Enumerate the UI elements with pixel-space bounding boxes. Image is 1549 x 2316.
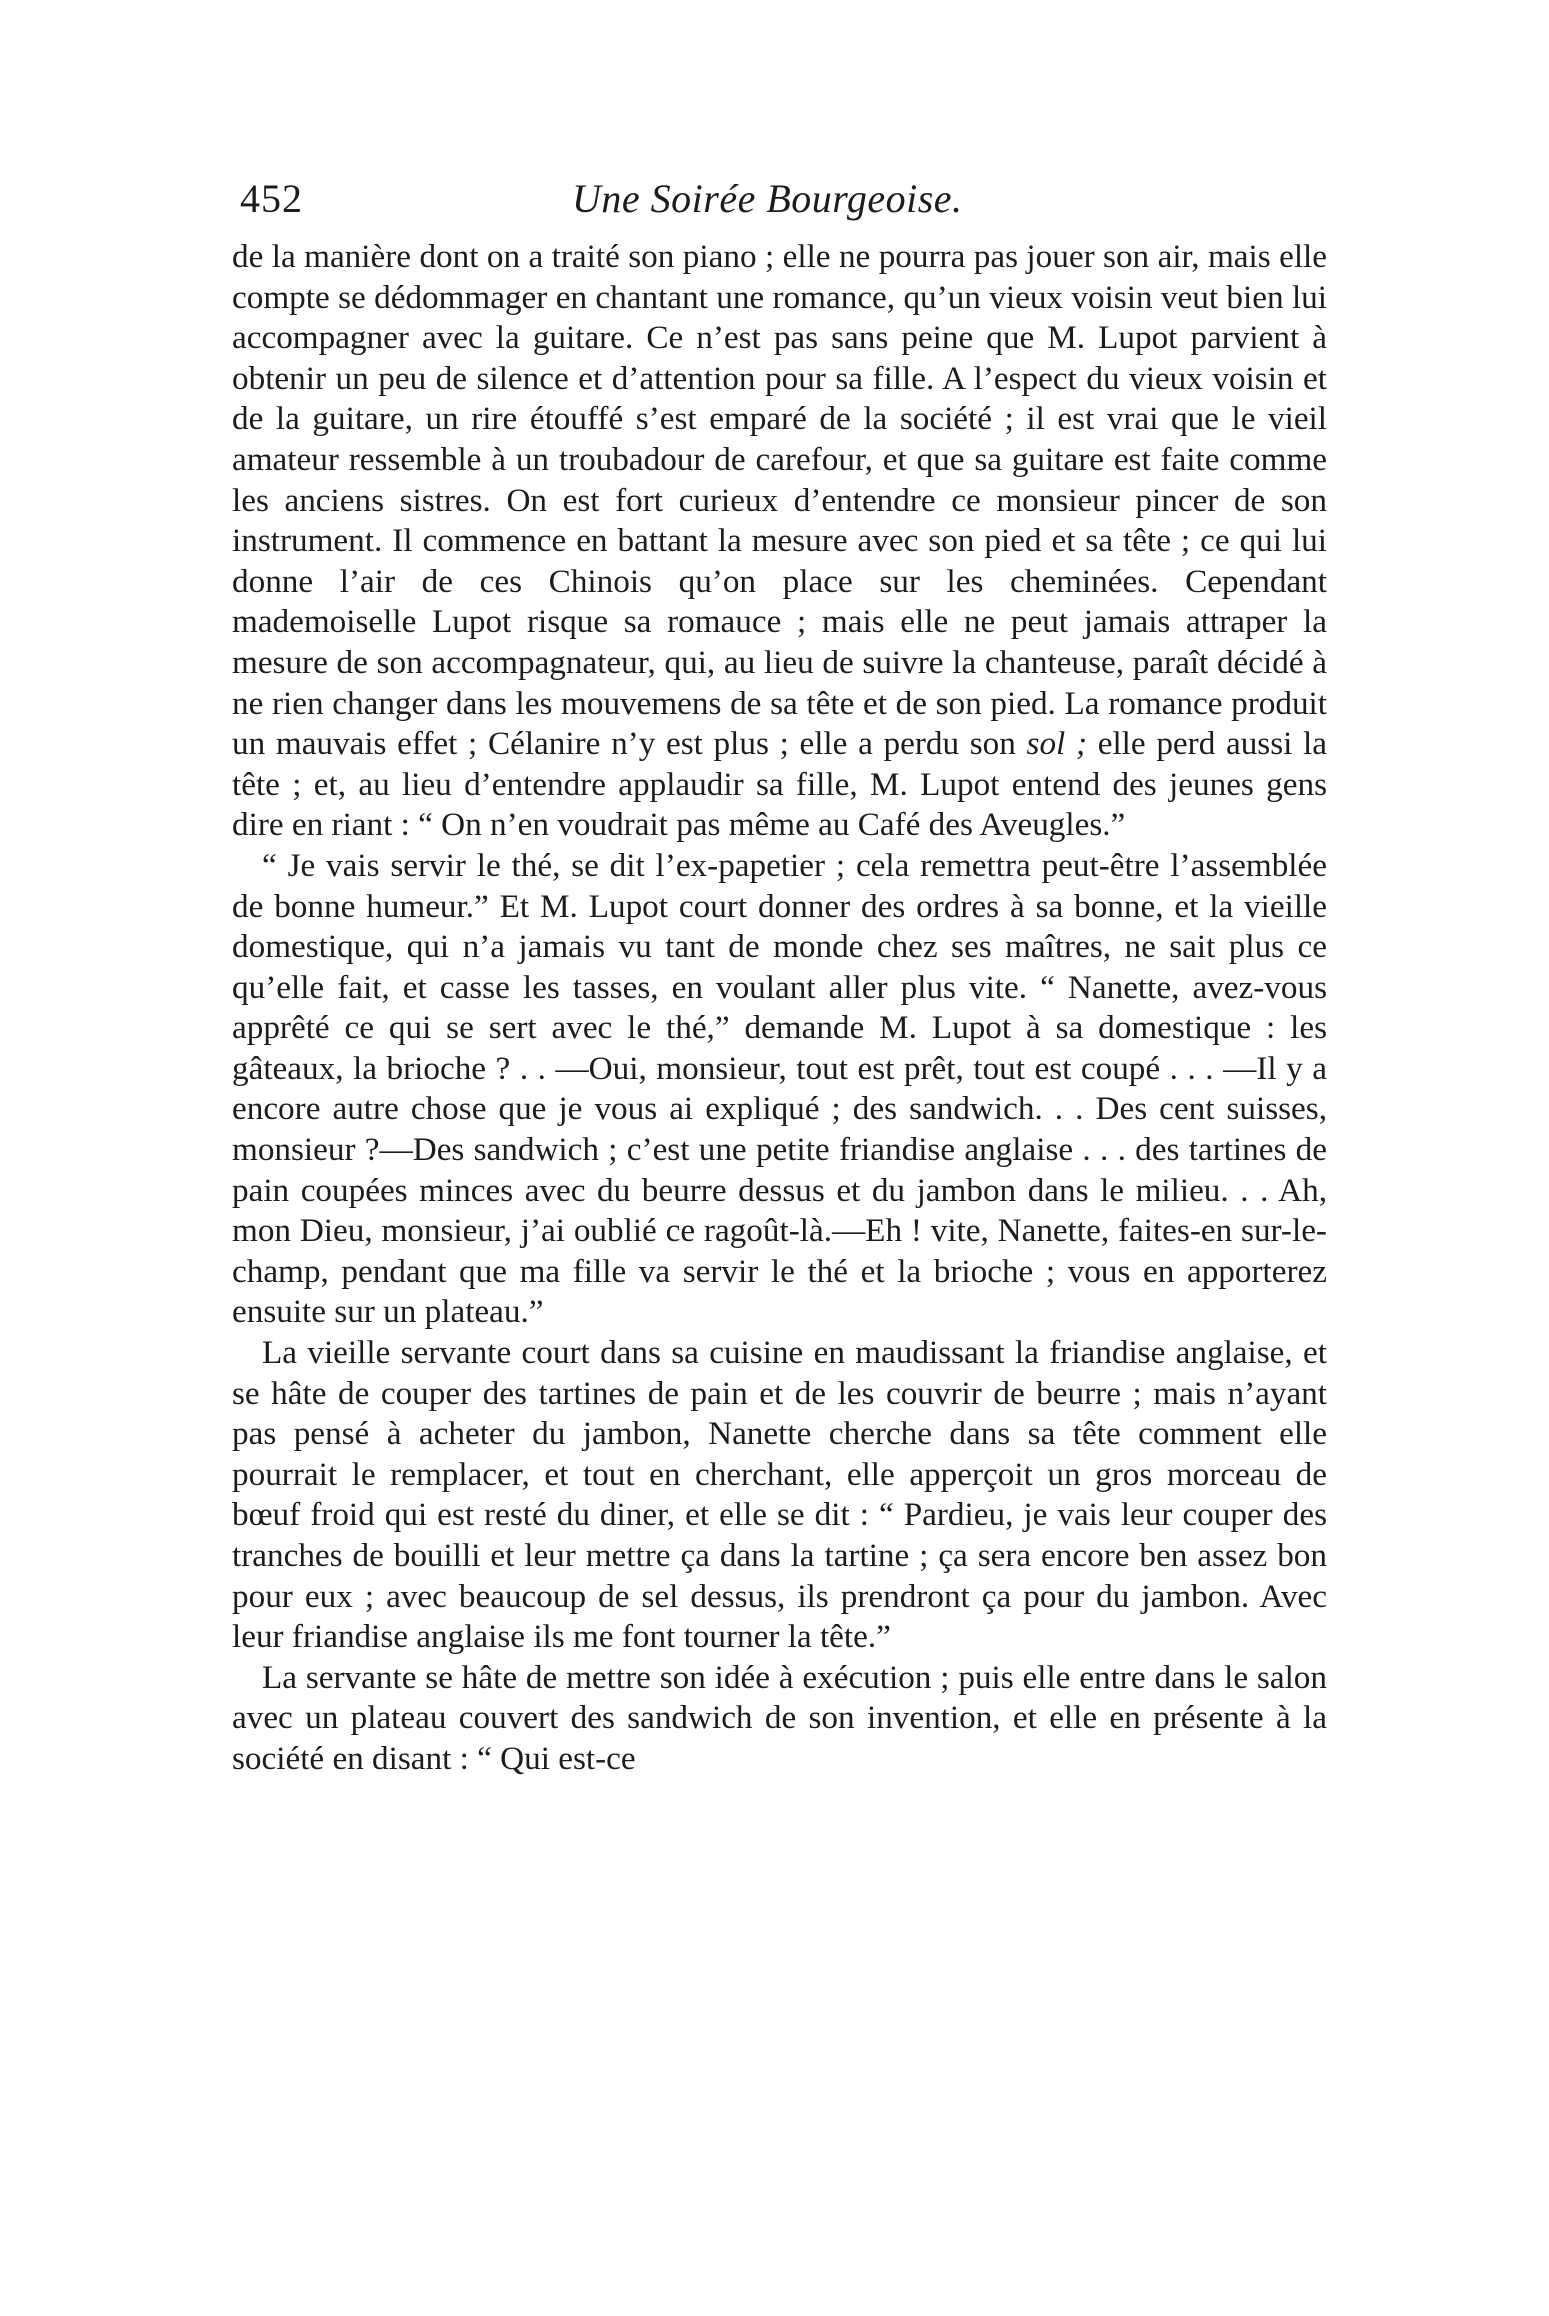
page-number: 452: [240, 176, 303, 221]
body-text: [232, 237, 1327, 1780]
paragraph-text: de la manière dont on a traité son piano ; elle ne pourra pas jouer son air, mais elle compte se dédommager en chantant une romance, qu’un vieux voisin veut bien lui accompagner avec la guitare. Ce n’est pas sans peine que M. Lupot parvient à obtenir un peu de silence et d’attention pour sa fille. A l’espect du vieux voisin et de la guitare, un rire étouffé s’est emparé de la société ; il est vrai que le vieil amateur ressemble à un troubadour de carefour, et que sa guitare est faite comme les anciens sistres. On est fort curieux d’entendre ce monsieur pincer de son instrument. Il commence en battant la mesure avec son pied et sa tête ; ce qui lui donne l’air de ces Chinois qu’on place sur les cheminées. Cependant mademoiselle Lupot risque sa romauce ; mais elle ne peut jamais attraper la mesure de son accompagnateur, qui, au lieu de suivre la chanteuse, paraît décidé à ne rien changer dans les mouvemens de sa tête et de son pied. La romance produit un mauvais effet ; Célanire n’y est plus ; elle a perdu son: [232, 238, 1327, 763]
paragraph-text: elle perd aussi la tête ; et, au lieu d’entendre applaudir sa fille, M. Lupot entend des jeunes gens dire en riant : “ On n’en voudrait pas même au Café des Aveugles.”: [232, 725, 1327, 844]
paragraph: La servante se hâte de mettre son idée à exécution ; puis elle entre dans le salon avec un plateau couvert des sandwich de son invention, et elle en présente à la société en disant : “ Qui est-ce: [232, 1658, 1327, 1777]
book-page: [232, 175, 1327, 1780]
running-header: [232, 175, 1327, 237]
running-title: Une Soirée Bourgeoise.: [572, 176, 963, 221]
paragraph: La vieille servante court dans sa cuisine en maudissant la friandise anglaise, et se hâte de couper des tartines de pain et de les couvrir de beurre ; mais n’ayant pas pensé à acheter du jambon, Nanette cherche dans sa tête comment elle pourrait le remplacer, et tout en cherchant, elle apperçoit un gros morceau de bœuf froid qui est resté du diner, et elle se dit : “ Pardieu, je vais leur couper des tranches de bouilli et leur mettre ça dans la tartine ; ça sera encore ben assez bon pour eux ; avec beaucoup de sel dessus, ils prendront ça pour du jambon. Avec leur friandise anglaise ils me font tourner la tête.”: [232, 1334, 1327, 1656]
paragraph: “ Je vais servir le thé, se dit l’ex-papetier ; cela remettra peut-être l’assemblée de bonne humeur.” Et M. Lupot court donner des ordres à sa bonne, et la vieille domestique, qui n’a jamais vu tant de monde chez ses maîtres, ne sait plus ce qu’elle fait, et casse les tasses, en voulant aller plus vite. “ Nanette, avez-vous apprêté ce qui se sert avec le thé,” demande M. Lupot à sa domestique : les gâteaux, la brioche ? . . —Oui, monsieur, tout est prêt, tout est coupé . . . —Il y a encore autre chose que je vous ai expliqué ; des sandwich. . . Des cent suisses, monsieur ?—Des sandwich ; c’est une petite friandise anglaise . . . des tartines de pain coupées minces avec du beurre dessus et du jambon dans le milieu. . . Ah, mon Dieu, monsieur, j’ai oublié ce ragoût-là.—Eh ! vite, Nanette, faites-en sur-le-champ, pendant que ma fille va servir le thé et la brioche ; vous en apporterez ensuite sur un plateau.”: [232, 846, 1327, 1331]
italic-word: sol ;: [1026, 725, 1088, 763]
paragraph: [232, 237, 1327, 846]
